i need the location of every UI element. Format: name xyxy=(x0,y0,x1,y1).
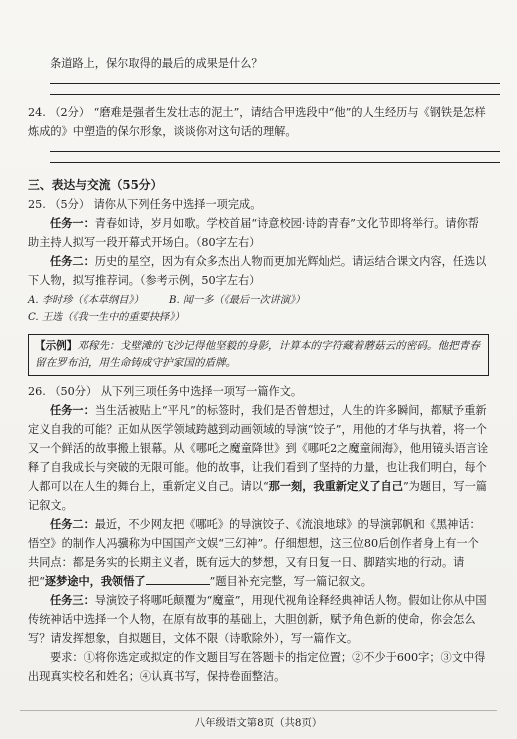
q26-task3 xyxy=(28,591,489,648)
section-title: 三、表达与交流（55分） xyxy=(28,178,163,192)
option-c: C. 王选（《我一生中的重要抉择》） xyxy=(28,312,185,323)
q24-number: 24. xyxy=(28,106,46,119)
task-label: 任务一： xyxy=(50,403,95,417)
q25-task2 xyxy=(28,252,489,290)
task-text: 历史的星空，因为有众多杰出人物而更加光辉灿烂。请运结合课文内容，任选以下人物，拟写推荐词。（参考示例，50字左右） xyxy=(28,255,487,287)
task-label: 任务一： xyxy=(50,216,95,230)
q24-score: （2分） xyxy=(49,106,91,119)
q25-intro: 请你从下列任务中选择一项完成。 xyxy=(93,198,262,211)
example-box xyxy=(28,334,489,376)
page-footer: 八年级语文第8页（共8页） xyxy=(194,717,323,729)
example-text: 邓稼先：戈壁滩的飞沙记得他坚毅的身影，计算本的字符藏着蘑菇云的密码。他把青春留在罗布泊，用生命铸成守护家国的盾牌。 xyxy=(35,340,480,369)
q26-score: （50分） xyxy=(49,385,98,398)
task-text: 当生活被贴上“平凡”的标签时，我们是否曾想过，人生的许多瞬间，都赋予重新定义自我的可能？正如从医学领域跨越到动画领域的导演“饺子”，用他的才华与执着，将一个又一个鲜活的故事搬上银幕。从《哪吒之魔童降世》到《哪吒2之魔童闹海》，他用镜头语言诠释了自我成长与突破的无限可能。他的故事，让我们看到了坚持的力量，也让我们明白，每个人都可以在人生的舞台上，重新定义自己。请以“ xyxy=(28,404,489,493)
q26-task1 xyxy=(28,401,489,515)
q25-task1 xyxy=(28,214,489,252)
q26-heading xyxy=(28,382,489,401)
option-b: B. 闻一多（《最后一次讲演》） xyxy=(168,295,306,306)
essay-title: 那一刻，我重新定义了自己 xyxy=(268,479,403,493)
answer-line xyxy=(50,162,500,163)
example-label: 【示例】 xyxy=(35,340,78,352)
task-label: 任务二： xyxy=(50,517,95,531)
task-text: ”题目补充完整，写一篇记叙文。 xyxy=(209,575,372,588)
q25-number: 25. xyxy=(28,198,46,211)
fill-blank xyxy=(146,572,210,585)
q26-task2 xyxy=(28,515,489,591)
q23-tail: 条道路上，保尔取得的最后的成果是什么？ xyxy=(50,57,263,70)
q26-intro: 从下列三项任务中选择一项写一篇作文。 xyxy=(100,385,303,398)
q26-number: 26. xyxy=(28,385,46,398)
task-text: 青春如诗，岁月如歌。学校首届“诗意校园·诗韵青春”文化节即将举行。请你帮助主持人拟写一段开幕式开场白。（80字左右） xyxy=(28,217,479,249)
q25-options xyxy=(28,292,489,326)
option-a: A. 李时珍（《本草纲目》） xyxy=(28,295,144,306)
q24-text: “磨难是强者生发壮志的泥土”，请结合甲选段中“他”的人生经历与《钢铁是怎样炼成的》中塑造的保尔形象，谈谈你对这句话的理解。 xyxy=(28,106,486,138)
task-text: 最近，不少网友把《哪吒》的导演饺子、《流浪地球》的导演郭帆和《黑神话：悟空》的制作人冯骥称为中国国产文娱“三幻神”。仔细想想，这三位80后创作者身上有一个共同点：都是务实的长期主义者，既有远大的梦想，又有日复一日、脚踏实地的行动。请把“ xyxy=(28,518,481,588)
q26-requirements: 要求：①将你选定或拟定的作文题目写在答题卡的指定位置；②不少于600字；③文中得出现真实校名和姓名；④认真书写，保持卷面整洁。 xyxy=(28,651,486,683)
q25-score: （5分） xyxy=(49,198,91,211)
task-text: ”为题目，写一篇记叙文。 xyxy=(28,480,487,512)
footer-divider xyxy=(20,710,497,711)
show-through-background xyxy=(300,8,515,158)
task-label: 任务二： xyxy=(50,254,95,268)
task-label: 任务三： xyxy=(50,593,95,607)
essay-title: 逐梦途中，我领悟了 xyxy=(44,574,146,588)
q25-heading xyxy=(28,195,489,214)
task-text: 导演饺子将哪吒颠覆为“魔童”，用现代视角诠释经典神话人物。假如让你从中国传统神话中选择一个人物，在原有故事的基础上，大胆创新，赋予角色新的使命，你会怎么写？请发挥想象，自拟题目，文体不限（诗歌除外），写一篇作文。 xyxy=(28,594,487,645)
